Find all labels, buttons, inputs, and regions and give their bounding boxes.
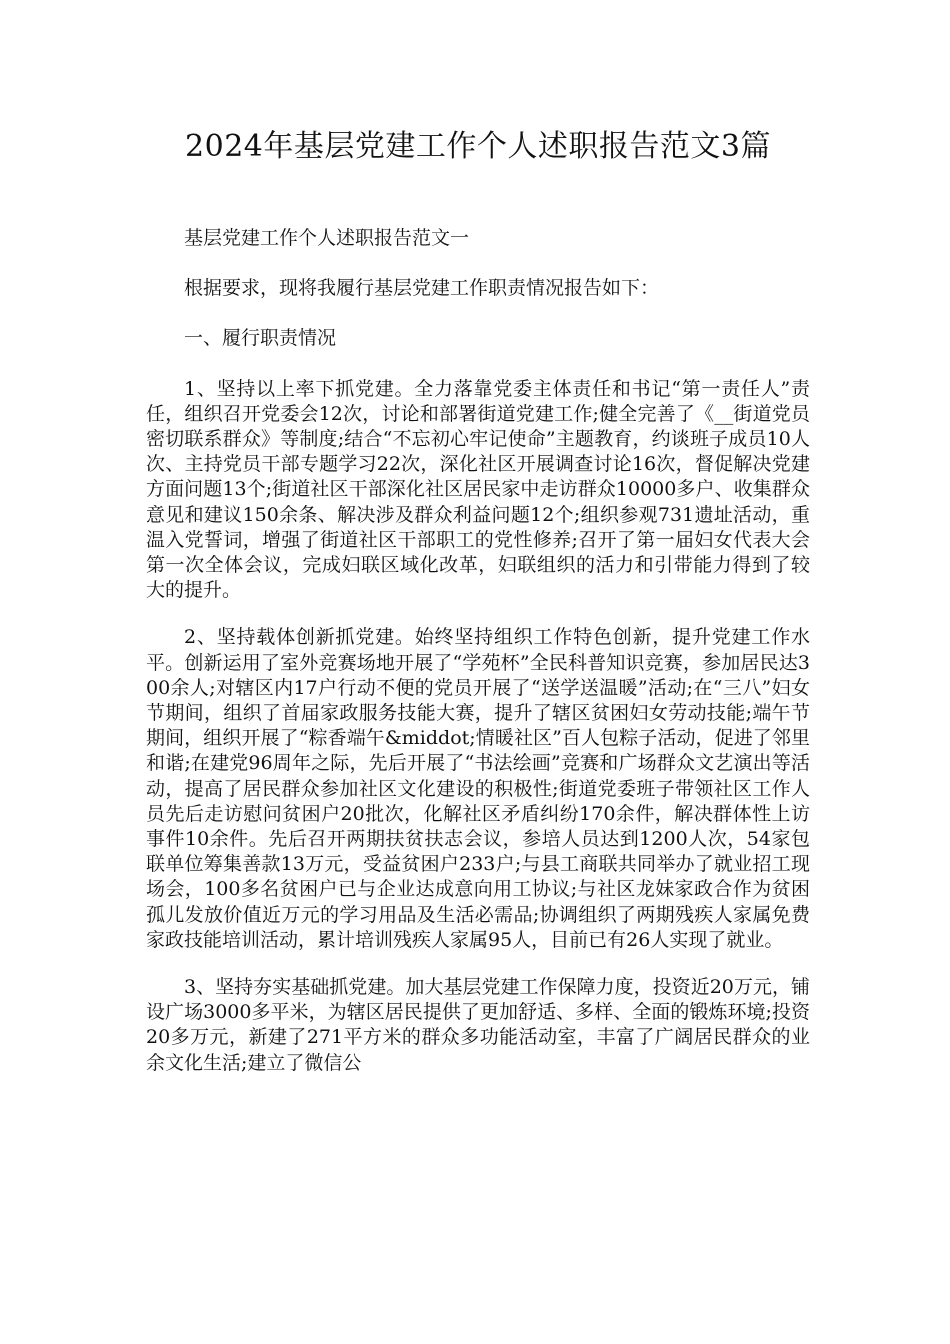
document-body bbox=[146, 226, 810, 1076]
intro-paragraph: 根据要求，现将我履行基层党建工作职责情况报告如下： bbox=[184, 277, 660, 300]
section-heading: 一、履行职责情况 bbox=[184, 327, 337, 350]
body-paragraph-1: 1、坚持以上率下抓党建。全力落靠党委主体责任和书记“第一责任人”责任，组织召开党委会12次，讨论和部署街道党建工作;健全完善了《__街道党员密切联系群众》等制度;结合“不忘初心牢记使命”主题教育，约谈班子成员10人次、主持党员干部专题学习22次，深化社区开展调查讨论16次，督促解决党建方面问题13个;街道社区干部深化社区居民家中走访群众10000多户、收集群众意见和建议150余条、解决涉及群众利益问题12个;组织参观731遗址活动，重温入党誓词，增强了街道社区干部职工的党性修养;召开了第一届妇女代表大会第一次全体会议，完成妇联区域化改革，妇联组织的活力和引带能力得到了较大的提升。 bbox=[146, 377, 810, 602]
body-paragraph-3: 3、坚持夯实基础抓党建。加大基层党建工作保障力度，投资近20万元，铺设广场3000多平米，为辖区居民提供了更加舒适、多样、全面的锻炼环境;投资20多万元，新建了271平方米的群众多功能活动室，丰富了广阔居民群众的业余文化生活;建立了微信公 bbox=[146, 976, 810, 1074]
body-paragraph-2: 2、坚持载体创新抓党建。始终坚持组织工作特色创新，提升党建工作水平。创新运用了室外竞赛场地开展了“学苑杯”全民科普知识竞赛，参加居民达300余人;对辖区内17户行动不便的党员开展了“送学送温暖”活动;在“三八”妇女节期间，组织了首届家政服务技能大赛，提升了辖区贫困妇女劳动技能;端午节期间，组织开展了“粽香端午&middot;情暖社区”百人包粽子活动，促进了邻里和谐;在建党96周年之际，先后开展了“书法绘画”竞赛和广场群众文艺演出等活动，提高了居民群众参加社区文化建设的积极性;街道党委班子带领社区工作人员先后走访慰问贫困户20批次，化解社区矛盾纠纷170余件，解决群体性上访事件10余件。先后召开两期扶贫扶志会议，参培人员达到1200人次，54家包联单位筹集善款13万元，受益贫困户233户;与县工商联共同举办了就业招工现场会，100多名贫困户已与企业达成意向用工协议;与社区龙妹家政合作为贫困孤儿发放价值近万元的学习用品及生活必需品;协调组织了两期残疾人家属免费家政技能培训活动，累计培训残疾人家属95人，目前已有26人实现了就业。 bbox=[146, 626, 810, 951]
report-subtitle: 基层党建工作个人述职报告范文一 bbox=[184, 227, 470, 249]
document-title: 2024年基层党建工作个人述职报告范文3篇 bbox=[185, 129, 771, 164]
document-page bbox=[146, 124, 810, 1098]
